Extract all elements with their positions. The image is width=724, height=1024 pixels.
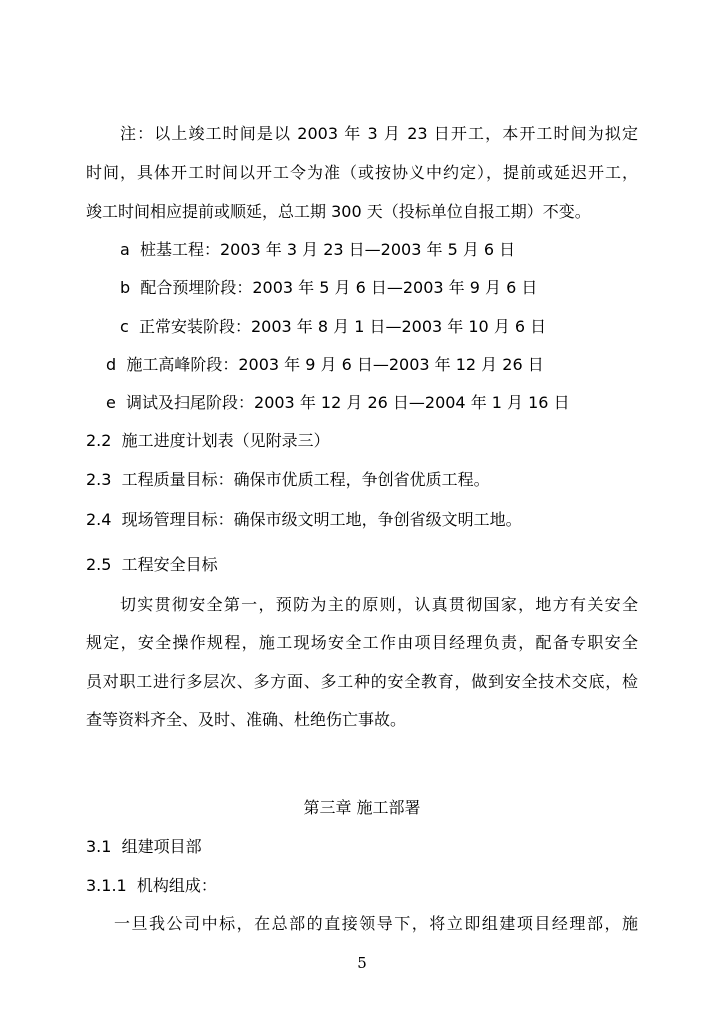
final-line-1: 一旦我公司中标，在总部的直接领导下，将立即组建项目经理部，施	[114, 914, 638, 933]
safety-line-1: 切实贯彻安全第一，预防为主的原则，认真贯彻国家，地方有关安全	[120, 595, 638, 614]
phase-text: 施工高峰阶段：2003 年 9 月 6 日—2003 年 12 月 26 日	[126, 355, 544, 374]
section-title: 组建项目部	[121, 837, 202, 856]
phase-e	[106, 393, 570, 413]
section-number: 3.1	[86, 837, 112, 856]
phase-text: 正常安装阶段：2003 年 8 月 1 日—2003 年 10 月 6 日	[138, 317, 547, 336]
note-line-2: 时间，具体开工时间以开工令为准（或按协义中约定），提前或延迟开工，	[86, 163, 638, 182]
note-line-3: 竣工时间相应提前或顺延，总工期 300 天（投标单位自报工期）不变。	[86, 202, 591, 221]
section-2-3	[86, 470, 490, 490]
phase-marker: d	[106, 355, 117, 374]
section-title: 工程质量目标：确保市优质工程，争创省优质工程。	[121, 470, 490, 489]
phase-marker: c	[120, 317, 129, 336]
safety-line-3: 员对职工进行多层次、多方面、多工种的安全教育，做到安全技术交底，检	[86, 672, 638, 691]
phase-marker: e	[106, 393, 116, 412]
section-2-5	[86, 555, 218, 575]
phase-a	[120, 240, 515, 260]
section-number: 2.5	[86, 555, 112, 574]
phase-d	[106, 355, 544, 375]
section-number: 2.4	[86, 510, 112, 529]
section-2-4	[86, 510, 522, 530]
section-3-1	[86, 837, 202, 857]
section-title: 机构组成：	[136, 876, 217, 895]
section-title: 工程安全目标	[121, 555, 218, 574]
phase-b	[120, 278, 537, 298]
section-title: 现场管理目标：确保市级文明工地，争创省级文明工地。	[121, 510, 522, 529]
phase-text: 桩基工程：2003 年 3 月 23 日—2003 年 5 月 6 日	[139, 240, 516, 259]
section-3-1-1	[86, 876, 217, 896]
safety-line-2: 规定，安全操作规程，施工现场安全工作由项目经理负责，配备专职安全	[86, 633, 638, 652]
phase-c	[120, 317, 546, 337]
note-line-1: 注：以上竣工时间是以 2003 年 3 月 23 日开工，本开工时间为拟定	[120, 124, 638, 143]
section-title: 施工进度计划表（见附录三）	[121, 431, 330, 450]
section-number: 3.1.1	[86, 876, 127, 895]
phase-text: 配合预埋阶段：2003 年 5 月 6 日—2003 年 9 月 6 日	[140, 278, 538, 297]
phase-marker: a	[120, 240, 130, 259]
safety-line-4: 查等资料齐全、及时、准确、杜绝伤亡事故。	[86, 710, 407, 729]
phase-text: 调试及扫尾阶段：2003 年 12 月 26 日—2004 年 1 月 16 日	[126, 393, 570, 412]
section-2-2	[86, 431, 330, 451]
section-number: 2.2	[86, 431, 112, 450]
section-number: 2.3	[86, 470, 112, 489]
page-number: 5	[357, 954, 367, 972]
chapter-title: 第三章 施工部署	[303, 798, 421, 817]
phase-marker: b	[120, 278, 131, 297]
